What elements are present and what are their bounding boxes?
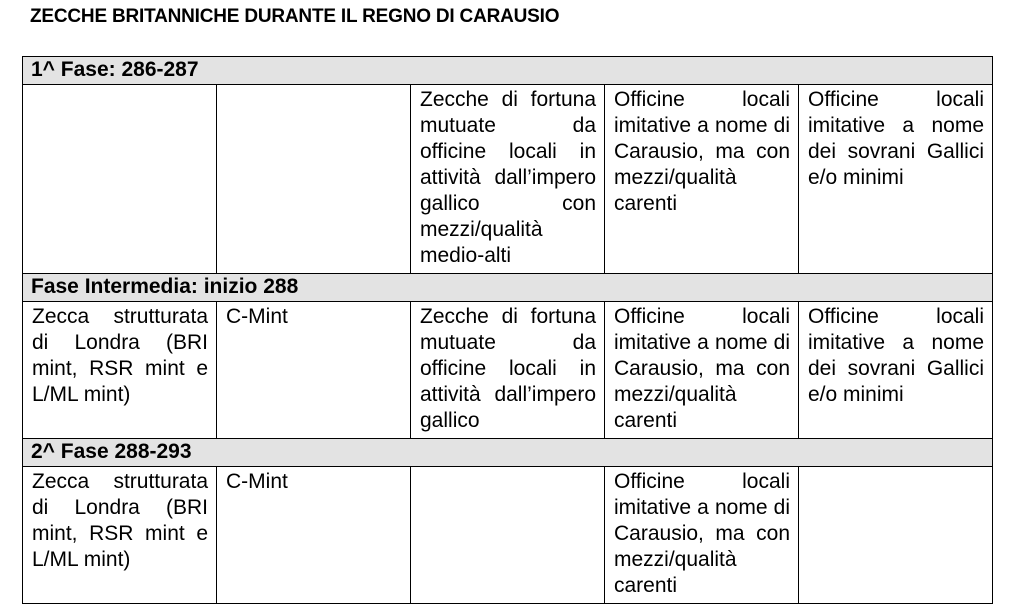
table-row-phase-2 bbox=[23, 467, 993, 604]
cell-s2-imitative-carausio: Officine locali imitative a nome di Carausio, ma con mezzi/qualità carenti bbox=[605, 467, 799, 604]
table-row-intermediate bbox=[23, 302, 993, 439]
document-page bbox=[0, 6, 1014, 604]
section-row-phase-2 bbox=[23, 439, 993, 467]
cell-s2-imitative-gallic bbox=[799, 467, 993, 604]
cell-s0-structured-mint bbox=[23, 85, 217, 274]
cell-s1-c-mint: C-Mint bbox=[217, 302, 411, 439]
cell-s0-imitative-gallic: Officine locali imitative a nome dei sovrani Gallici e/o minimi bbox=[799, 85, 993, 274]
section-header-intermediate: Fase Intermedia: inizio 288 bbox=[23, 274, 993, 302]
cell-s2-fortune-mints bbox=[411, 467, 605, 604]
cell-s2-structured-mint: Zecca strutturata di Londra (BRI mint, RSR mint e L/ML mint) bbox=[23, 467, 217, 604]
section-row-phase-1 bbox=[23, 57, 993, 85]
mints-table bbox=[22, 56, 993, 604]
table-row-phase-1 bbox=[23, 85, 993, 274]
section-header-phase-1: 1^ Fase: 286-287 bbox=[23, 57, 993, 85]
cell-s0-c-mint bbox=[217, 85, 411, 274]
cell-s1-imitative-gallic: Officine locali imitative a nome dei sovrani Gallici e/o minimi bbox=[799, 302, 993, 439]
section-header-phase-2: 2^ Fase 288-293 bbox=[23, 439, 993, 467]
page-title: ZECCHE BRITANNICHE DURANTE IL REGNO DI CARAUSIO bbox=[30, 6, 560, 27]
cell-s1-imitative-carausio: Officine locali imitative a nome di Carausio, ma con mezzi/qualità carenti bbox=[605, 302, 799, 439]
cell-s0-imitative-carausio: Officine locali imitative a nome di Carausio, ma con mezzi/qualità carenti bbox=[605, 85, 799, 274]
cell-s1-fortune-mints: Zecche di fortuna mutuate da officine locali in attività dall’impero gallico bbox=[411, 302, 605, 439]
cell-s1-structured-mint: Zecca strutturata di Londra (BRI mint, RSR mint e L/ML mint) bbox=[23, 302, 217, 439]
section-row-intermediate bbox=[23, 274, 993, 302]
cell-s2-c-mint: C-Mint bbox=[217, 467, 411, 604]
cell-s0-fortune-mints: Zecche di fortuna mutuate da officine locali in attività dall’impero gallico con mezzi/qualità medio-alti bbox=[411, 85, 605, 274]
